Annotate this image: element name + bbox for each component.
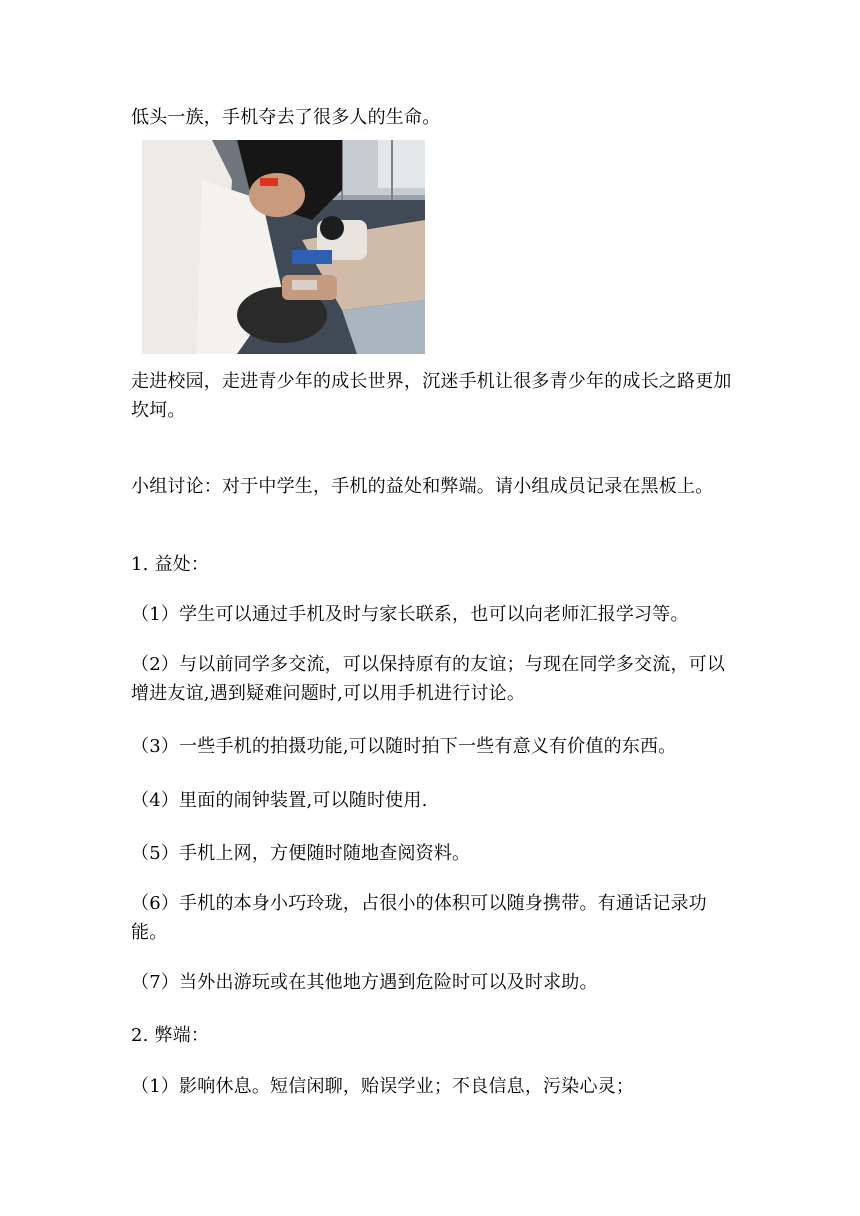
intro-text: 低头一族，手机夺去了很多人的生命。 bbox=[131, 107, 441, 128]
benefit-item-6: （6）手机的本身小巧玲珑，占很小的体积可以随身携带。有通话记录功能。 bbox=[131, 893, 707, 943]
drawback-item-1: （1）影响休息。短信闲聊，贻误学业；不良信息，污染心灵； bbox=[131, 1076, 635, 1097]
campus-paragraph: 走进校园，走进青少年的成长世界，沉迷手机让很多青少年的成长之路更加坎坷。 bbox=[131, 371, 732, 421]
benefits-heading: 1. 益处： bbox=[131, 554, 210, 575]
photo-student-looking-at-phone bbox=[142, 140, 425, 354]
benefit-item-5: （5）手机上网，方便随时随地查阅资料。 bbox=[131, 843, 471, 864]
benefit-item-3: （3）一些手机的拍摄功能,可以随时拍下一些有意义有价值的东西。 bbox=[131, 736, 677, 757]
drawbacks-heading: 2. 弊端： bbox=[131, 1025, 210, 1046]
benefit-item-1: （1）学生可以通过手机及时与家长联系，也可以向老师汇报学习等。 bbox=[131, 604, 689, 625]
benefit-item-4: （4）里面的闹钟装置,可以随时使用. bbox=[131, 790, 428, 811]
benefit-item-7: （7）当外出游玩或在其他地方遇到危险时可以及时求助。 bbox=[131, 972, 598, 993]
benefit-item-2: （2）与以前同学多交流，可以保持原有的友谊；与现在同学多交流，可以增进友谊,遇到疑难问题时,可以用手机进行讨论。 bbox=[131, 654, 726, 704]
discussion-paragraph: 小组讨论：对于中学生，手机的益处和弊端。请小组成员记录在黑板上。 bbox=[131, 476, 714, 497]
